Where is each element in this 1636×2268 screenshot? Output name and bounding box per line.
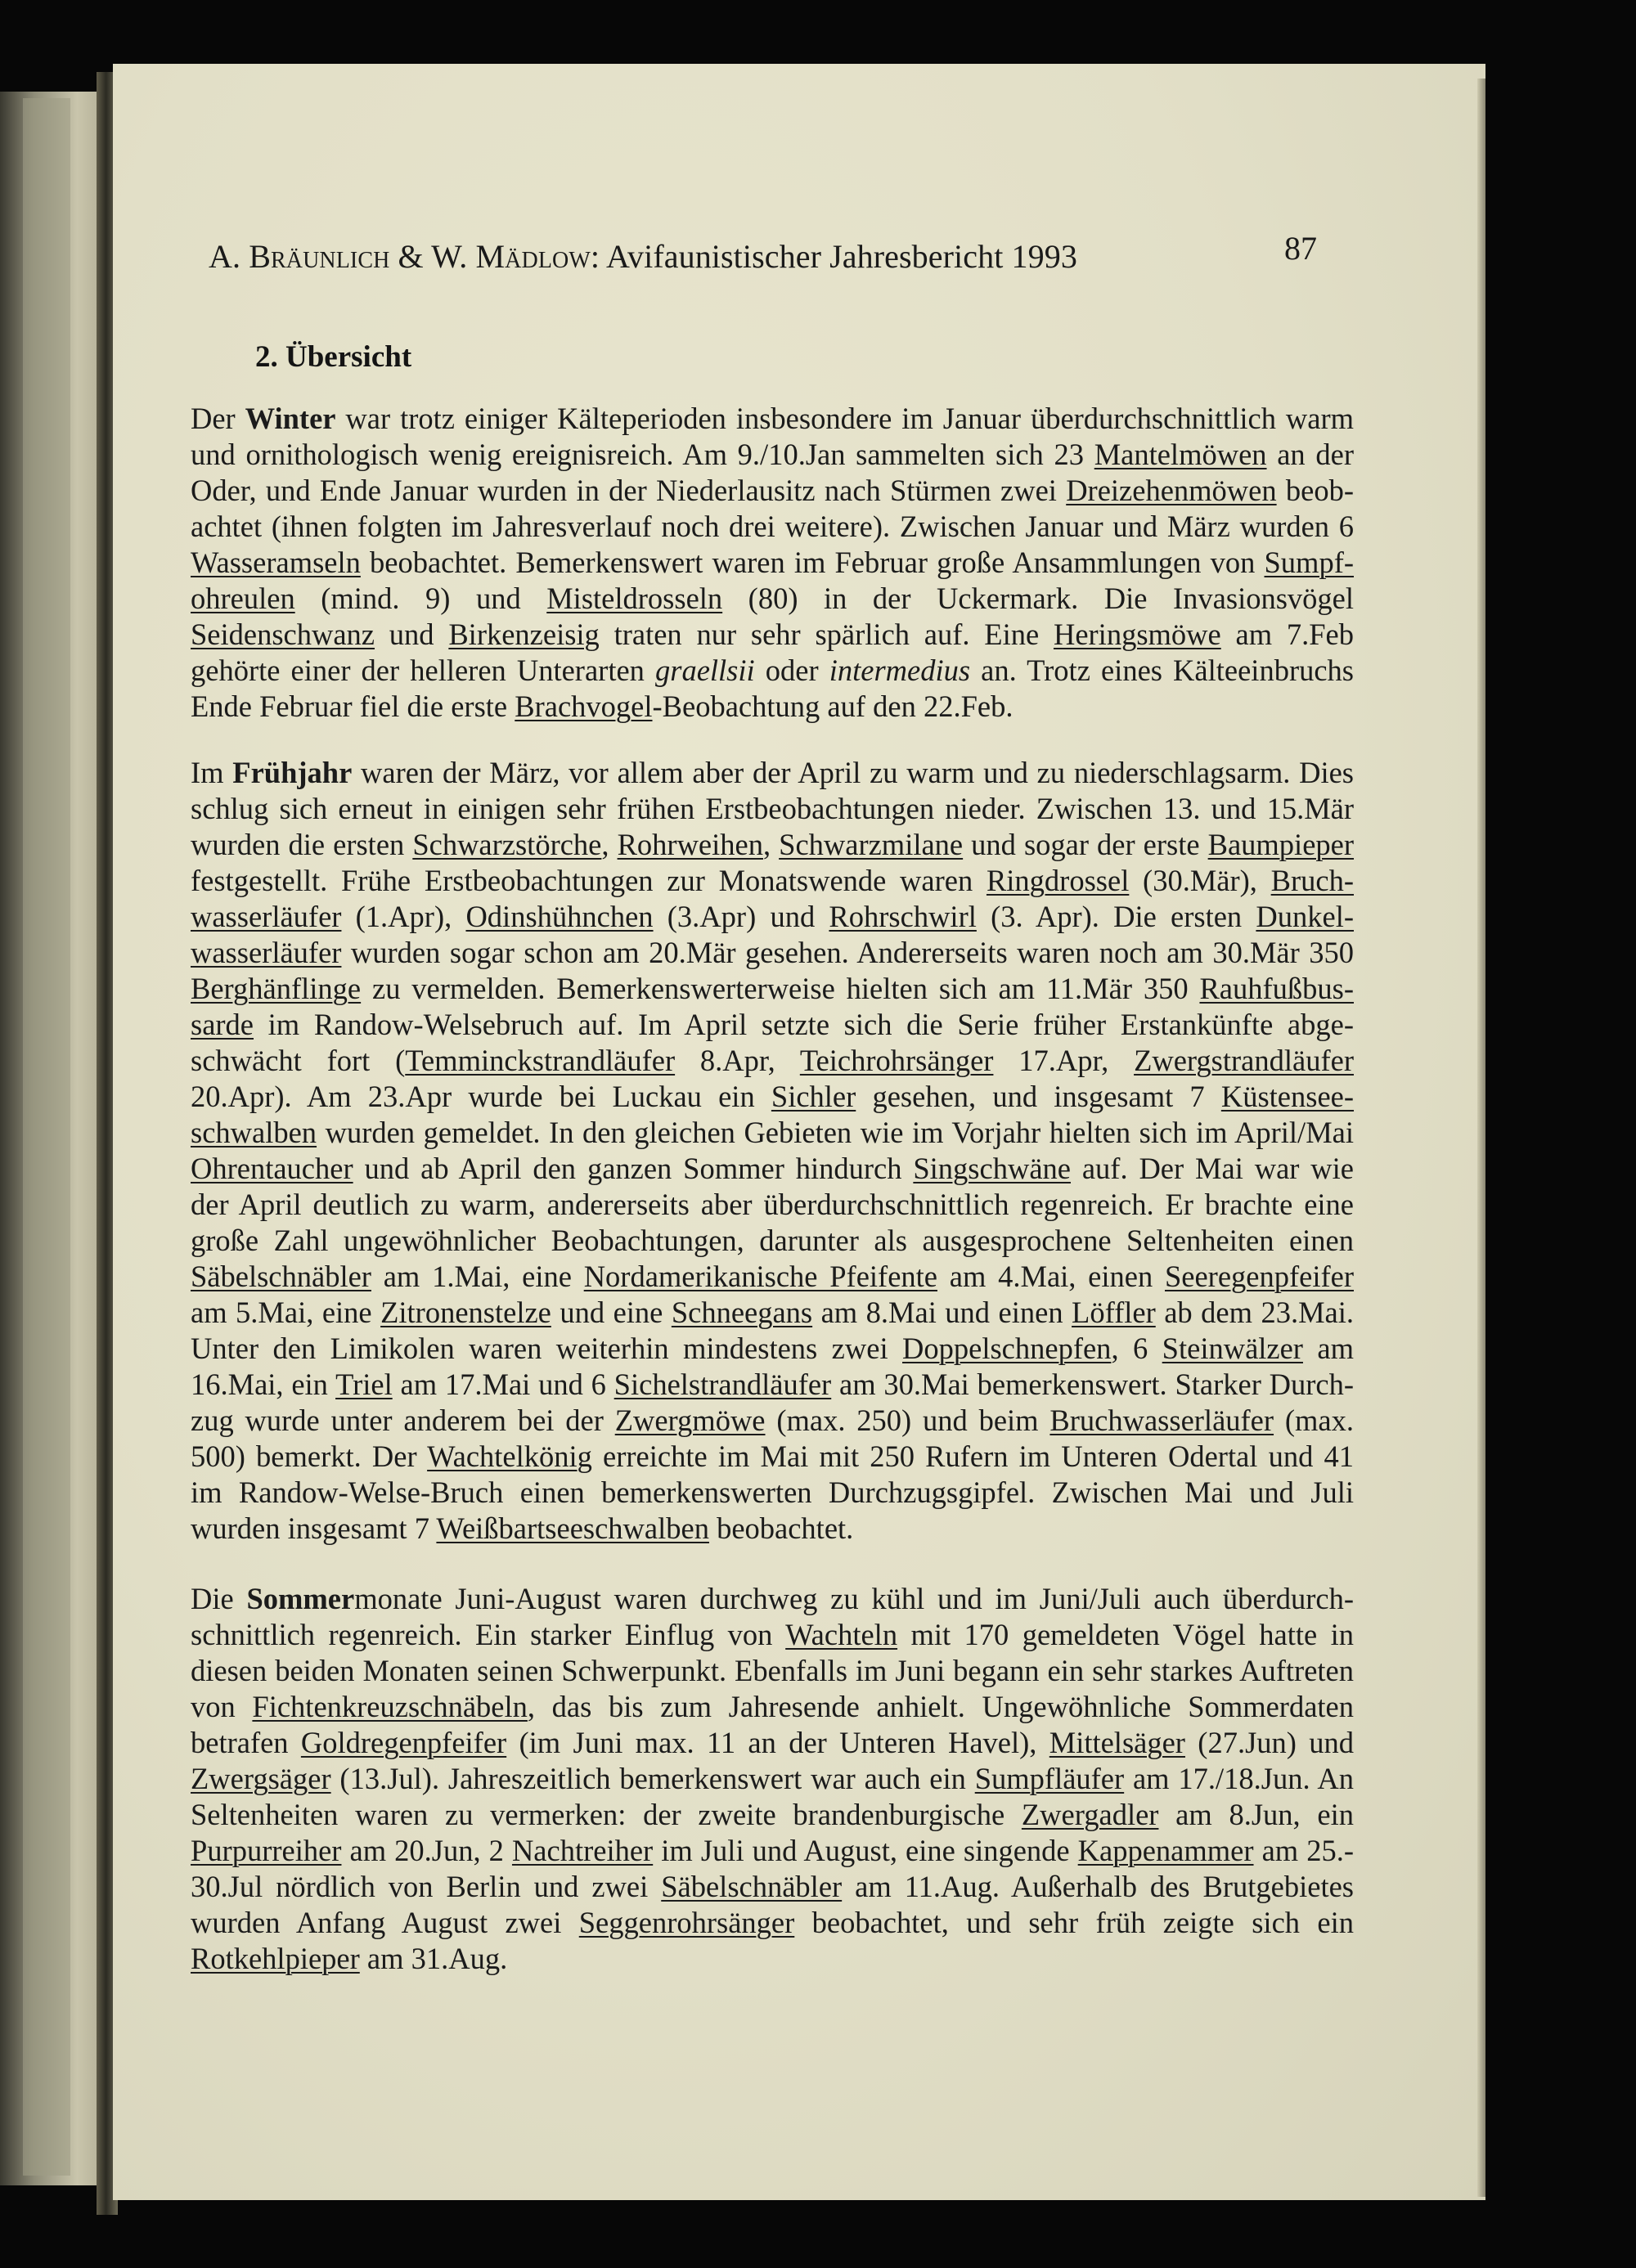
running-header: A. Bräunlich & W. Mädlow: Avifaunistischer Jahresbericht 1993 — [209, 238, 1077, 275]
section-heading: 2. Übersicht — [255, 340, 412, 374]
left-page-fold — [23, 98, 70, 2176]
paragraph-winter: Der Winter war trotz einiger Kälteperioden insbesondere im Januar überdurchschnittlich warm und ornithologisch wenig ereignisreich. Am 9./10.Jan sammelten sich 23 Mantelmöwen an der Oder, und Ende Januar wurden in der Niederlausitz nach Stürmen zwei Dreizehenmöwen beob- achtet (ihnen folgten im Jahresverlauf noch drei weitere). Zwischen Januar und März wurden 6 Wasseramseln beobachtet. Bemerkenswert waren im Februar große Ansammlungen von Sumpf- ohreulen (mind. 9) und Misteldrosseln (80) in der Uckermark. Die Invasionsvögel Seidenschwanz und Birkenzeisig traten nur sehr spärlich auf. Eine Heringsmöwe am 7.Feb gehörte einer der helleren Unterarten graellsii oder intermedius an. Trotz eines Kälteeinbruchs Ende Februar fiel die erste Brachvogel-Beobachtung auf den 22.Feb. — [191, 402, 1355, 723]
page-right-edge — [1477, 79, 1485, 2197]
paragraph-summer: Die Sommermonate Juni-August waren durchweg zu kühl und im Juni/Juli auch überdurch- schnittlich regenreich. Ein starker Einflug von Wachteln mit 170 gemeldeten Vögel hatte in diesen beiden Monaten seinen Schwerpunkt. Ebenfalls im Juni begann ein sehr starkes Auftreten von Fichtenkreuzschnäbeln, das bis zum Jahresende anhielt. Ungewöhnliche Sommerdaten betrafen Goldregenpfeifer (im Juni max. 11 an der Unteren Havel), Mittelsäger (27.Jun) und Zwergsäger (13.Jul). Jahreszeitlich bemerkenswert war auch ein Sumpfläufer am 17./18.Jun. An Seltenheiten waren zu vermerken: der zweite brandenburgische Zwergadler am 8.Jun, ein Purpurreiher am 20.Jun, 2 Nachtreiher im Juli und August, eine singende Kappenammer am 25.- 30.Jul nördlich von Berlin und zwei Säbelschnäbler am 11.Aug. Außerhalb des Brutgebietes wurden Anfang August zwei Seggenrohrsänger beobachtet, und sehr früh zeigte sich ein Rotkehlpieper am 31.Aug. — [191, 1582, 1355, 1975]
paragraph-spring: Im Frühjahr waren der März, vor allem aber der April zu warm und zu niederschlagsarm. Dies schlug sich erneut in einigen sehr frühen Erstbeobachtungen nieder. Zwischen 13. und 15.Mär wurden die ersten Schwarzstörche, Rohrweihen, Schwarzmilane und sogar der erste Baumpieper festgestellt. Frühe Erstbeobachtungen zur Monatswende waren Ringdrossel (30.Mär), Bruch- wasserläufer (1.Apr), Odinshühnchen (3.Apr) und Rohrschwirl (3. Apr). Die ersten Dunkel- wasserläufer wurden sogar schon am 20.Mär gesehen. Andererseits waren noch am 30.Mär 350 Berghänflinge zu vermelden. Bemerkenswerterweise hielten sich am 11.Mär 350 Rauhfußbus- sarde im Randow-Welsebruch auf. Im April setzte sich die Serie früher Erstankünfte abge- schwächt fort (Temminckstrandläufer 8.Apr, Teichrohrsänger 17.Apr, Zwergstrandläufer 20.Apr). Am 23.Apr wurde bei Luckau ein Sichler gesehen, und insgesamt 7 Küstensee- schwalben wurden gemeldet. In den gleichen Gebieten wie im Vorjahr hielten sich im April/Mai Ohrentaucher und ab April den ganzen Sommer hindurch Singschwäne auf. Der Mai war wie der April deutlich zu warm, andererseits aber überdurchschnittlich regenreich. Er brachte eine große Zahl ungewöhnlicher Beobachtungen, darunter als ausgesprochene Seltenheiten einen Säbelschnäbler am 1.Mai, eine Nordamerikanische Pfeifente am 4.Mai, einen Seeregenpfeifer am 5.Mai, eine Zitronenstelze und eine Schneegans am 8.Mai und einen Löffler ab dem 23.Mai. Unter den Limikolen waren weiterhin mindestens zwei Doppelschnepfen, 6 Steinwälzer am 16.Mai, ein Triel am 17.Mai und 6 Sichelstrandläufer am 30.Mai bemerkenswert. Starker Durch- zug wurde unter anderem bei der Zwergmöwe (max. 250) und beim Bruchwasserläufer (max. 500) bemerkt. Der Wachtelkönig erreichte im Mai mit 250 Rufern im Unteren Odertal und 41 im Randow-Welse-Bruch einen bemerkenswerten Durchzugsgipfel. Zwischen Mai und Juli wurden insgesamt 7 Weißbartseeschwalben beobachtet. — [191, 756, 1355, 1545]
page-number: 87 — [1284, 230, 1317, 267]
